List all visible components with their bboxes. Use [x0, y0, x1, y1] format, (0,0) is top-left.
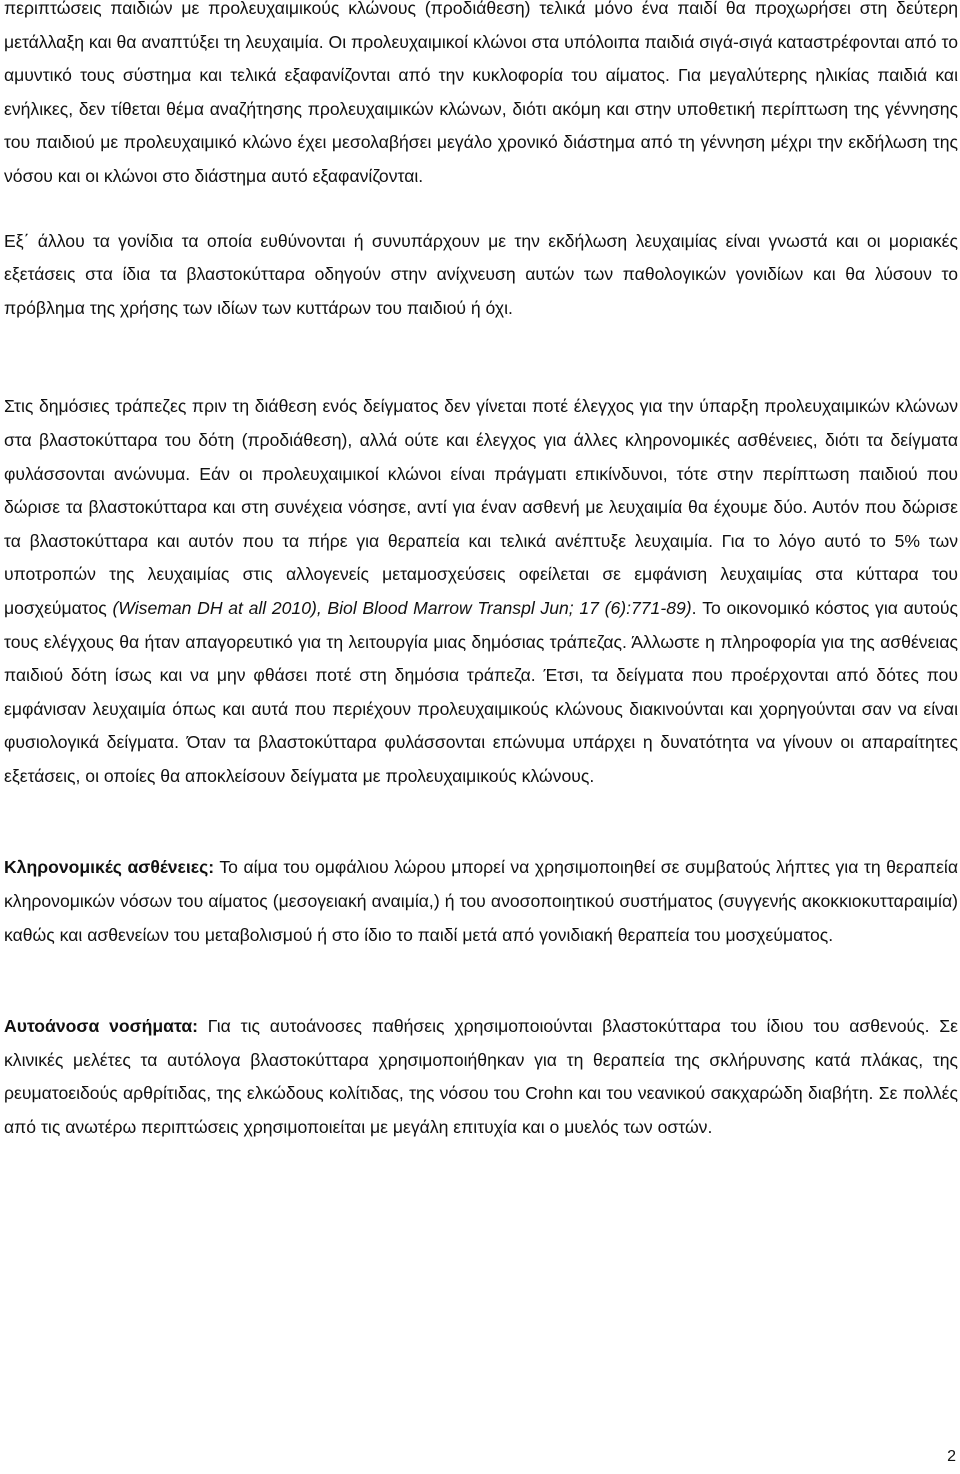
paragraph-preleukemic-clones: περιπτώσεις παιδιών με προλευχαιμικούς κλώνους (προδιάθεση) τελικά μόνο ένα παιδί θα προχωρήσει στη δεύτερη μετάλλαξη και θα αναπτύξει τη λευχαιμία. Οι προλευχαιμικοί κλώνοι στα υπόλοιπα παιδιά σιγά-σιγά καταστρέφονται από το αμυντικό τους σύστημα και τελικά εξαφανίζονται από την κυκλοφορία του αίματος. Για μεγαλύτερης ηλικίας παιδιά και ενήλικες, δεν τίθεται θέμα αναζήτησης προλευχαιμικών κλώνων, διότι ακόμη και στην υποθετική περίπτωση της γέννησης του παιδιού με προλευχαιμικό κλώνο έχει μεσολαβήσει μεγάλο χρονικό διάστημα από τη γέννηση μέχρι την εκδήλωση της νόσου και οι κλώνοι στο διάστημα αυτό εξαφανίζονται. — [4, 0, 958, 186]
citation: (Wiseman DH at all 2010), Biol Blood Marrow Transpl Jun; 17 (6):771-89) — [112, 597, 692, 618]
public-banks-text: Στις δημόσιες τράπεζες πριν τη διάθεση ενός δείγματος δεν γίνεται ποτέ έλεγχος για την ύπαρξη προλευχαιμικών κλώνων στα βλαστοκύτταρα του δότη (προδιάθεση), αλλά ούτε και έλεγχος για άλλες κληρονομικές ασθένειες, διότι τα δείγματα φυλάσσονται ανώνυμα. Εάν οι προλευχαιμικοί κλώνοι είναι πράγματι επικίνδυνοι, τότε στην περίπτωση παιδιού που δώρισε τα βλαστοκύτταρα και στη συνέχεια νόσησε, αντί για έναν ασθενή με λευχαιμία θα έχουμε δύο. Αυτόν που δώρισε τα βλαστοκύτταρα και αυτόν που τα πήρε για θεραπεία και τελικά ανέπτυξε λευχαιμία. Για το λόγο αυτό το 5% των υποτροπών της λευχαιμίας στις αλλογενείς μεταμοσχεύσεις οφείλεται σε εμφάνιση λευχαιμίας στα κύτταρα του μοσχεύματος — [4, 396, 958, 618]
autoimmune-diseases-heading: Αυτοάνοσα νοσήματα: — [4, 1016, 198, 1037]
autoimmune-diseases-text: Για τις αυτοάνοσες παθήσεις χρησιμοποιούνται βλαστοκύτταρα του ίδιου του ασθενούς. Σε κλινικές μελέτες τα αυτόλογα βλαστοκύτταρα χρησιμοποιήθηκαν για τη θεραπεία της σκλήρυνσης κατά πλάκας, της ρευματοειδούς αρθρίτιδας, της ελκώδους κολίτιδας, της νόσου του Crohn και του νεανικού σακχαρώδη διαβήτη. Σε πολλές από τις ανωτέρω περιπτώσεις χρησιμοποιείται με μεγάλη επιτυχία και ο μυελός των οστών. — [4, 1016, 958, 1138]
paragraph-public-banks — [4, 390, 958, 793]
paragraph-genes: Εξ΄ άλλου τα γονίδια τα οποία ευθύνονται ή συνυπάρχουν με την εκδήλωση λευχαιμίας είναι γνωστά και οι μοριακές εξετάσεις στα ίδια τα βλαστοκύτταρα οδηγούν στην ανίχνευση αυτών των παθολογικών γονιδίων και θα λύσουν το πρόβλημα της χρήσης των ιδίων των κυττάρων του παιδιού ή όχι. — [4, 230, 958, 318]
paragraph-autoimmune-diseases — [4, 1010, 958, 1144]
hereditary-diseases-heading: Κληρονομικές ασθένειες: — [4, 857, 215, 878]
hereditary-diseases-text: Το αίμα του ομφάλιου λώρου μπορεί να χρησιμοποιηθεί σε συμβατούς λήπτες για τη θεραπεία κληρονομικών νόσων του αίματος (μεσογειακή αναιμία,) ή του ανοσοποιητικού συστήματος (συγγενής ακοκκιοκυτταραιμία) καθώς και ασθενείων του μεταβολισμού ή στο ίδιο το παιδί μετά από γονιδιακή θεραπεία του μοσχεύματος. — [4, 857, 958, 945]
page-number: 2 — [947, 1448, 956, 1465]
public-banks-text-continued: . Το οικονομικό κόστος για αυτούς τους ελέγχους θα ήταν απαγορευτικό για τη λειτουργία μιας δημόσιας τράπεζας. Άλλωστε η πληροφορία για της ασθένειας παιδιού δότη ίσως και να μην φθάσει ποτέ στη δημόσια τράπεζα. Έτσι, τα δείγματα που προέρχονται από δότες που εμφάνισαν λευχαιμία όπως και αυτά που περιέχουν προλευχαιμικούς κλώνους διακινούνται και χορηγούνται σαν να είναι φυσιολογικά δείγματα. Όταν τα βλαστοκύτταρα φυλάσσονται επώνυμα υπάρχει η δυνατότητα να γίνουν οι απαραίτητες εξετάσεις, οι οποίες θα αποκλείσουν δείγματα με προλευχαιμικούς κλώνους. — [4, 597, 958, 786]
document-page — [4, 0, 958, 1145]
paragraph-hereditary-diseases — [4, 851, 958, 952]
